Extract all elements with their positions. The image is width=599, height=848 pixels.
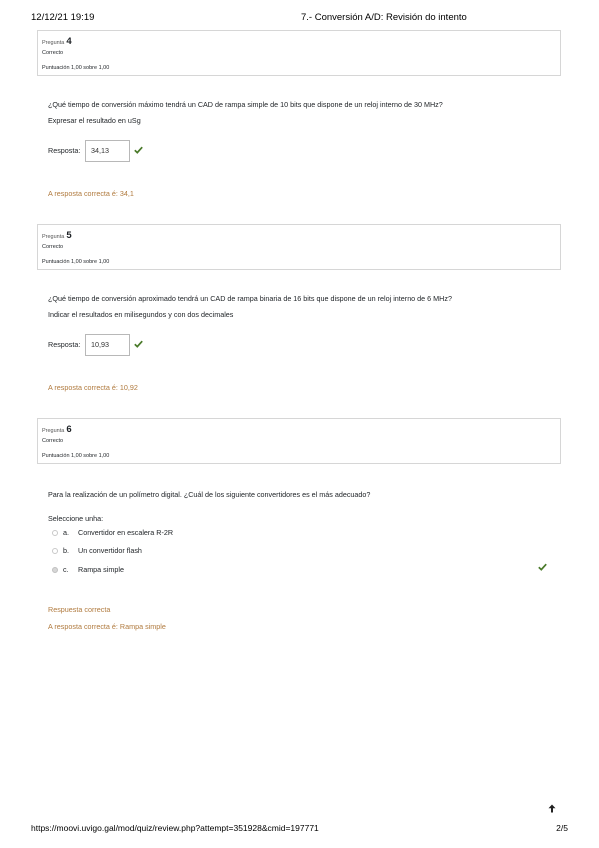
- right-answer: A resposta correcta é: 10,92: [48, 383, 138, 392]
- question-grade: Puntuación 1,00 sobre 1,00: [42, 65, 110, 71]
- general-feedback: Respuesta correcta: [48, 605, 111, 614]
- question-number: Pregunta 4: [42, 36, 72, 47]
- question-info-5: [37, 224, 561, 270]
- print-header: [31, 12, 568, 26]
- question-state: Correcto: [42, 50, 64, 56]
- check-icon: [134, 340, 143, 348]
- arrow-up-icon[interactable]: [545, 801, 559, 815]
- question-grade: Puntuación 1,00 sobre 1,00: [42, 453, 110, 459]
- option-letter: c.: [63, 565, 69, 574]
- radio-button[interactable]: [52, 548, 58, 554]
- check-icon: [134, 146, 143, 154]
- question-state: Correcto: [42, 438, 64, 444]
- option-text: Convertidor en escalera R-2R: [78, 528, 174, 537]
- question-text: Para la realización de un polímetro digital. ¿Cuál de los siguiente convertidores es el más adecuado?: [48, 490, 371, 499]
- option-text: Un convertidor flash: [78, 546, 142, 555]
- question-text: ¿Qué tiempo de conversión aproximado tendrá un CAD de rampa binaria de 16 bits que dispone de un reloj interno de 6 MHz?: [48, 294, 452, 303]
- print-title: 7.- Conversión A/D: Revisión do intento: [301, 12, 467, 23]
- print-footer: [31, 823, 568, 837]
- right-answer: A resposta correcta é: Rampa simple: [48, 622, 166, 631]
- page-number: 2/5: [556, 823, 568, 833]
- question-info-6: [37, 418, 561, 464]
- question-info-4: [37, 30, 561, 76]
- option-letter: a.: [63, 528, 69, 537]
- answer-field[interactable]: 34,13: [85, 140, 130, 162]
- question-number: Pregunta 5: [42, 230, 72, 241]
- question-subtext: Expresar el resultado en uSg: [48, 116, 141, 125]
- question-state: Correcto: [42, 244, 64, 250]
- answer-label: Resposta:: [48, 340, 81, 349]
- option-letter: b.: [63, 546, 69, 555]
- check-icon: [538, 563, 547, 571]
- answer-label: Resposta:: [48, 146, 81, 155]
- right-answer: A resposta correcta é: 34,1: [48, 189, 134, 198]
- print-url: https://moovi.uvigo.gal/mod/quiz/review.php?attempt=351928&cmid=197771: [31, 823, 319, 833]
- select-prompt: Seleccione unha:: [48, 514, 104, 523]
- print-timestamp: 12/12/21 19:19: [31, 12, 95, 23]
- radio-button[interactable]: [52, 530, 58, 536]
- question-grade: Puntuación 1,00 sobre 1,00: [42, 259, 110, 265]
- question-text: ¿Qué tiempo de conversión máximo tendrá un CAD de rampa simple de 10 bits que dispone de un reloj interno de 30 MHz?: [48, 100, 443, 109]
- radio-button-selected[interactable]: [52, 567, 58, 573]
- answer-field[interactable]: 10,93: [85, 334, 130, 356]
- question-subtext: Indicar el resultados en milisegundos y con dos decimales: [48, 310, 234, 319]
- question-number: Pregunta 6: [42, 424, 72, 435]
- option-text: Rampa simple: [78, 565, 124, 574]
